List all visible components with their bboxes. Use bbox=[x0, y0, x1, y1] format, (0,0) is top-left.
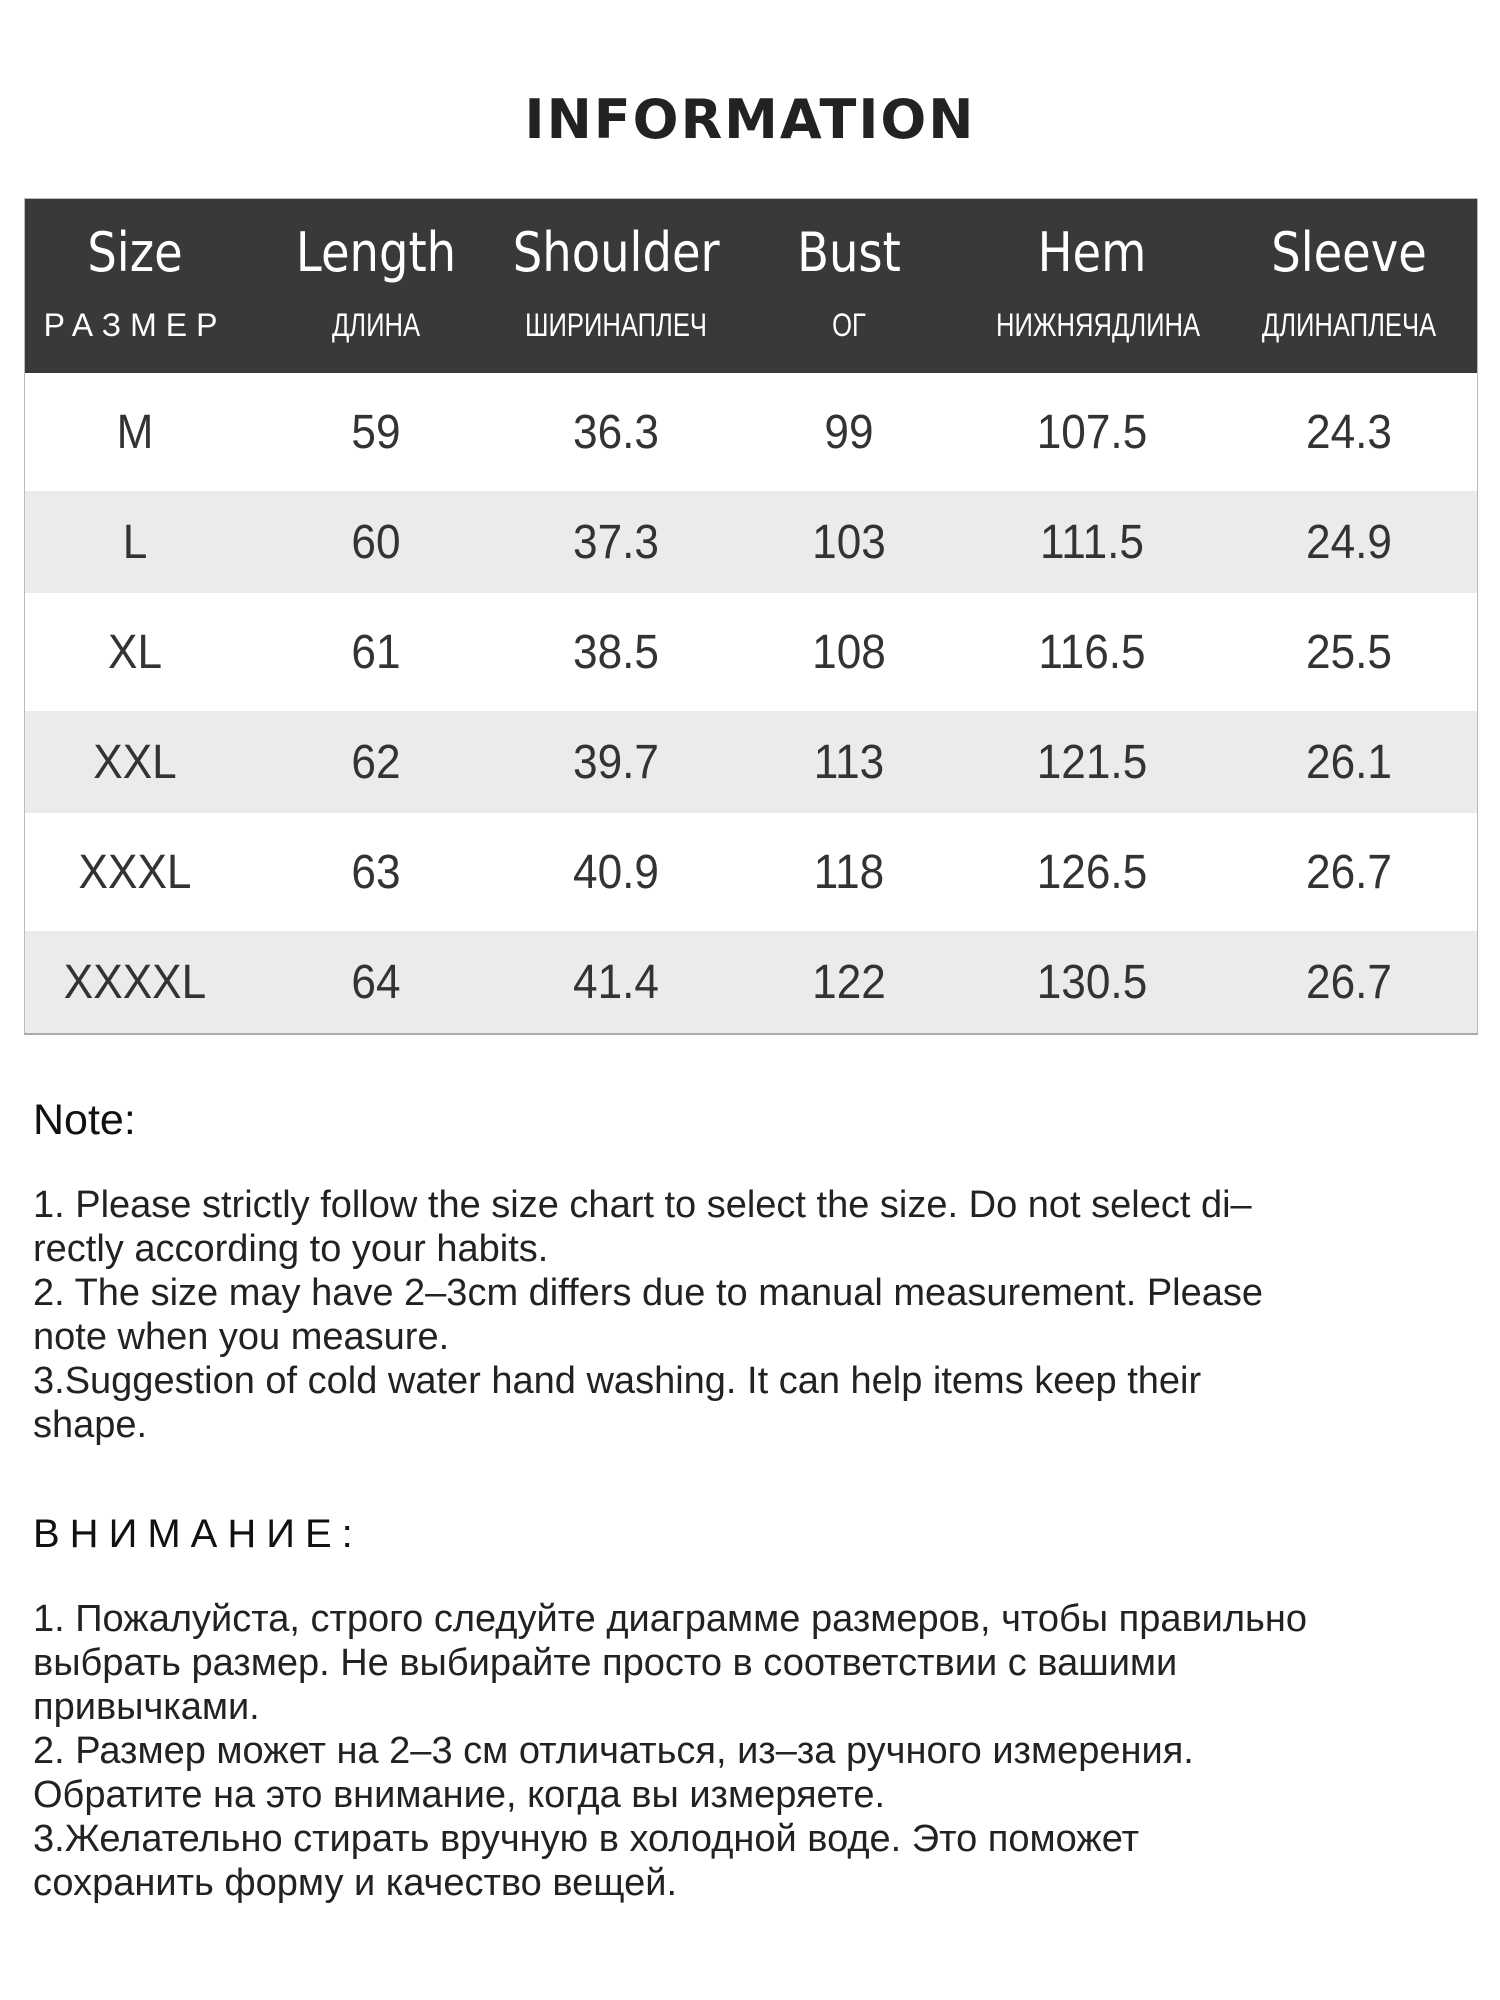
table-row bbox=[25, 593, 1477, 711]
table-cell: 62 bbox=[351, 735, 401, 789]
note-english bbox=[33, 1096, 1473, 1447]
table-cell: 59 bbox=[351, 405, 401, 459]
column-header-ru: ДЛИНА bbox=[331, 307, 421, 343]
column-header-en: Sleeve bbox=[1271, 221, 1427, 284]
note-line: 2. Размер может на 2–3 см отличаться, из–за ручного измерения. bbox=[33, 1730, 1194, 1772]
note-russian bbox=[33, 1512, 1473, 1905]
column-header-ru: ДЛИНАПЛЕЧА bbox=[1261, 307, 1437, 343]
table-cell: L bbox=[122, 515, 148, 569]
note-line: shape. bbox=[33, 1404, 148, 1446]
table-cell: 126.5 bbox=[1036, 845, 1148, 899]
table-cell: 108 bbox=[812, 625, 886, 679]
table-body bbox=[25, 373, 1477, 1033]
table-cell: 118 bbox=[813, 845, 885, 899]
table-header bbox=[25, 199, 1477, 373]
note-line: 3.Suggestion of cold water hand washing. It can help items keep their bbox=[33, 1360, 1202, 1402]
table-cell: 99 bbox=[824, 405, 874, 459]
table-cell: 26.1 bbox=[1306, 735, 1392, 789]
page-title: INFORMATION bbox=[524, 88, 976, 151]
column-header-en: Length bbox=[295, 221, 457, 284]
note-line: rectly according to your habits. bbox=[33, 1228, 549, 1270]
table-cell: 107.5 bbox=[1036, 405, 1148, 459]
table-row bbox=[25, 813, 1477, 931]
table-cell: 25.5 bbox=[1306, 625, 1392, 679]
column-header-ru: ШИРИНАПЛЕЧ bbox=[525, 307, 707, 343]
table-cell: 113 bbox=[813, 735, 885, 789]
note-line: 2. The size may have 2–3cm differs due to manual measurement. Please bbox=[33, 1272, 1264, 1314]
table-cell: 111.5 bbox=[1040, 515, 1144, 569]
table-cell: 121.5 bbox=[1036, 735, 1148, 789]
note-line: 1. Please strictly follow the size chart to select the size. Do not select di– bbox=[33, 1184, 1252, 1226]
table-cell: 36.3 bbox=[573, 405, 659, 459]
column-header-ru: НИЖНЯЯДЛИНА bbox=[996, 307, 1201, 343]
table-cell: XXL bbox=[93, 735, 177, 789]
table-cell: 40.9 bbox=[573, 845, 659, 899]
note-line: привычками. bbox=[33, 1686, 260, 1728]
table-cell: 24.3 bbox=[1306, 405, 1392, 459]
table-cell: 26.7 bbox=[1306, 955, 1392, 1009]
note-heading: Note: bbox=[33, 1096, 136, 1144]
table-row bbox=[25, 931, 1477, 1033]
note-line: выбрать размер. Не выбирайте просто в соответствии с вашими bbox=[33, 1642, 1178, 1684]
table-cell: XXXL bbox=[78, 845, 192, 899]
column-header-en: Bust bbox=[797, 221, 901, 284]
table-cell: 116.5 bbox=[1038, 625, 1146, 679]
table-cell: XXXXL bbox=[63, 955, 207, 1009]
table-cell: 64 bbox=[351, 955, 401, 1009]
column-header-en: Size bbox=[87, 221, 183, 284]
table-cell: 39.7 bbox=[573, 735, 659, 789]
table-cell: 41.4 bbox=[573, 955, 659, 1009]
table-cell: 37.3 bbox=[573, 515, 659, 569]
table-cell: 122 bbox=[812, 955, 886, 1009]
table-cell: 24.9 bbox=[1306, 515, 1392, 569]
table-cell: 103 bbox=[812, 515, 886, 569]
size-chart-table bbox=[24, 198, 1478, 1035]
table-cell: 38.5 bbox=[573, 625, 659, 679]
note-line: сохранить форму и качество вещей. bbox=[33, 1862, 677, 1904]
column-header-ru: ОГ bbox=[832, 307, 866, 343]
column-header-en: Hem bbox=[1037, 221, 1147, 284]
column-header-ru: РАЗМЕР bbox=[43, 307, 227, 343]
note-line: 1. Пожалуйста, строго следуйте диаграмме размеров, чтобы правильно bbox=[33, 1598, 1307, 1640]
note-line: 3.Желательно стирать вручную в холодной воде. Это поможет bbox=[33, 1818, 1140, 1860]
table-row bbox=[25, 711, 1477, 813]
note-line: note when you measure. bbox=[33, 1316, 450, 1358]
table-cell: 60 bbox=[351, 515, 401, 569]
note-line: Обратите на это внимание, когда вы измеряете. bbox=[33, 1774, 886, 1816]
table-cell: M bbox=[116, 405, 154, 459]
table-cell: 26.7 bbox=[1306, 845, 1392, 899]
table-row bbox=[25, 373, 1477, 491]
table-cell: 63 bbox=[351, 845, 401, 899]
note-heading-ru: ВНИМАНИЕ: bbox=[33, 1512, 363, 1556]
table-cell: 61 bbox=[351, 625, 401, 679]
table-cell: XL bbox=[107, 625, 163, 679]
table-cell: 130.5 bbox=[1036, 955, 1148, 1009]
column-header-en: Shoulder bbox=[512, 221, 720, 284]
table-row bbox=[25, 491, 1477, 593]
